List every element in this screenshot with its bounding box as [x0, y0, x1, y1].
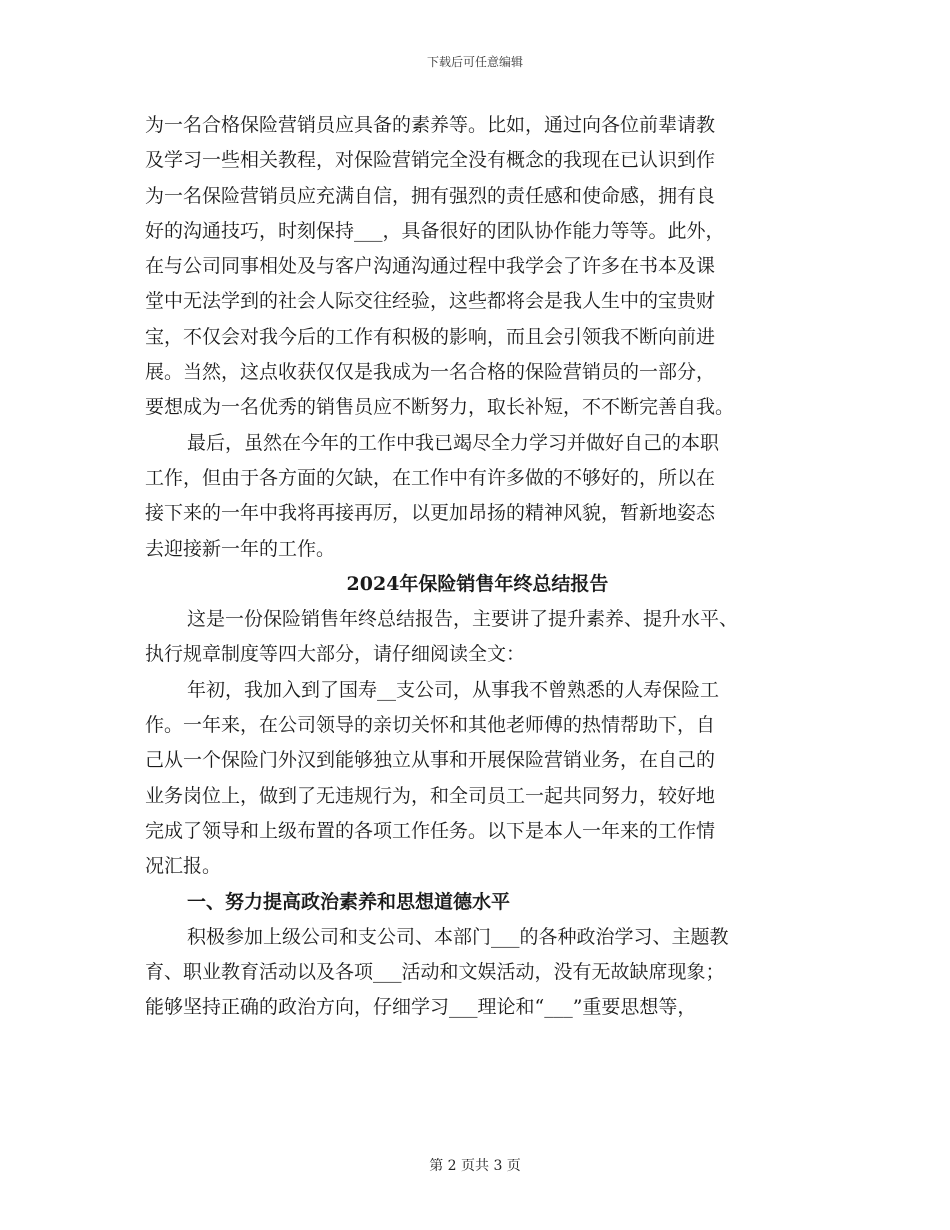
body-line: 能够坚持正确的政治方向，仔细学习___理论和“___”重要思想等， — [145, 996, 697, 1019]
body-line: 及学习一些相关教程，对保险营销完全没有概念的我现在已认识到作 — [145, 149, 716, 172]
paragraph-start-line: 积极参加上级公司和支公司、本部门___的各种政治学习、主题教 — [187, 925, 729, 948]
paragraph-start-line: 这是一份保险销售年终总结报告，主要讲了提升素养、提升水平、 — [187, 608, 739, 631]
body-line: 在与公司同事相处及与客户沟通沟通过程中我学会了许多在书本及课 — [145, 255, 716, 278]
body-line: 展。当然，这点收获仅仅是我成为一名合格的保险营销员的一部分， — [145, 361, 716, 384]
paragraph-start-line: 最后，虽然在今年的工作中我已竭尽全力学习并做好自己的本职 — [187, 431, 720, 454]
section-heading: 一、努力提高政治素养和思想道德水平 — [187, 890, 511, 913]
body-line: 己从一个保险门外汉到能够独立从事和开展保险营销业务，在自己的 — [145, 749, 716, 772]
body-line: 工作，但由于各方面的欠缺，在工作中有许多做的不够好的，所以在 — [145, 466, 716, 489]
page-footer: 第 2 页共 3 页 — [429, 1158, 521, 1174]
body-line: 业务岗位上，做到了无违规行为，和全司员工一起共同努力，较好地 — [145, 784, 716, 807]
body-line: 去迎接新一年的工作。 — [145, 537, 336, 560]
body-line: 堂中无法学到的社会人际交往经验，这些都将会是我人生中的宝贵财 — [145, 290, 716, 313]
document-body — [145, 108, 810, 1026]
body-line: 况汇报。 — [145, 855, 222, 878]
body-line: 要想成为一名优秀的销售员应不断努力，取长补短，不不断完善自我。 — [145, 396, 735, 419]
paragraph-start-line: 年初，我加入到了国寿__支公司，从事我不曾熟悉的人寿保险工 — [187, 678, 720, 701]
body-line: 作。一年来，在公司领导的亲切关怀和其他老师傅的热情帮助下，自 — [145, 714, 716, 737]
body-line: 为一名合格保险营销员应具备的素养等。比如，通过向各位前辈请教 — [145, 114, 716, 136]
body-line: 好的沟通技巧，时刻保持___，具备很好的团队协作能力等等。此外， — [145, 219, 725, 242]
body-line: 接下来的一年中我将再接再厉，以更加昂扬的精神风貌，暂新地姿态 — [145, 502, 716, 525]
body-line: 执行规章制度等四大部分，请仔细阅读全文： — [145, 643, 526, 666]
body-line: 宝，不仅会对我今后的工作有积极的影响，而且会引领我不断向前进 — [145, 325, 716, 348]
body-line: 为一名保险营销员应充满自信，拥有强烈的责任感和使命感，拥有良 — [145, 184, 716, 207]
body-line: 育、职业教育活动以及各项___活动和文娱活动，没有无故缺席现象； — [145, 961, 725, 984]
body-line: 完成了领导和上级布置的各项工作任务。以下是本人一年来的工作情 — [145, 819, 716, 842]
document-title: 2024年保险销售年终总结报告 — [346, 572, 609, 595]
page-header: 下载后可任意编辑 — [426, 55, 523, 69]
